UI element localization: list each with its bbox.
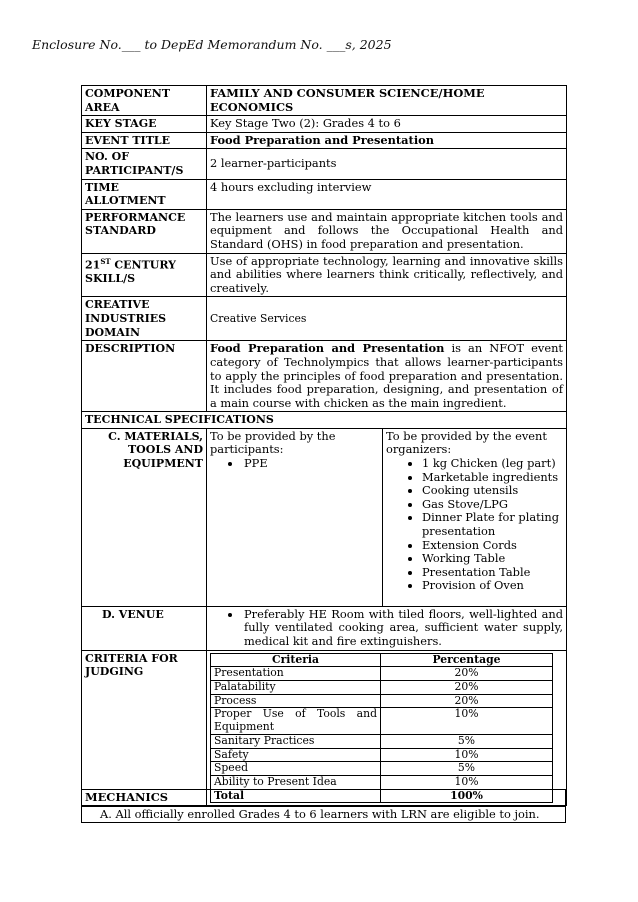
list-item: • Cooking utensils: [422, 484, 563, 498]
row-key-stage: [82, 116, 567, 133]
list-item: • Extension Cords: [422, 539, 563, 553]
component-area-label: COMPONENT AREA: [82, 86, 207, 116]
total-percentage: 100%: [381, 789, 553, 803]
mechanics-title: MECHANICS: [82, 790, 566, 807]
row-technical-specs: [82, 412, 567, 429]
criteria-header-row: [211, 653, 553, 667]
criterion-percentage: 10%: [381, 708, 553, 734]
organizers-provision-list: [386, 457, 563, 593]
criterion-percentage: 5%: [381, 734, 553, 748]
row-component-area: [82, 86, 567, 116]
criterion-percentage: 20%: [381, 681, 553, 695]
century-skills-value: Use of appropriate technology, learning and innovative skills and abilities where learners think critically, reflectively, and creatively.: [207, 253, 567, 297]
event-spec-table: [81, 85, 567, 806]
list-item: • Marketable ingredients: [422, 471, 563, 485]
row-materials: [82, 428, 567, 606]
row-creative-domain: [82, 297, 567, 341]
list-item: • Provision of Oven: [422, 579, 563, 593]
creative-domain-value: Creative Services: [207, 297, 567, 341]
criterion-name: Speed: [211, 762, 381, 776]
creative-domain-label: CREATIVE INDUSTRIES DOMAIN: [82, 297, 207, 341]
list-item: • Presentation Table: [422, 566, 563, 580]
criterion-name: Sanitary Practices: [211, 734, 381, 748]
criteria-label: CRITERIA FOR JUDGING: [82, 650, 207, 806]
table-row: [211, 681, 553, 695]
performance-standard-label: PERFORMANCE STANDARD: [82, 209, 207, 253]
row-performance-standard: [82, 209, 567, 253]
row-event-title: [82, 132, 567, 149]
percentage-column-header: Percentage: [381, 653, 553, 667]
participants-provision-heading: To be provided by the participants:: [210, 428, 336, 457]
criterion-name: Proper Use of Tools and Equipment: [211, 708, 381, 734]
list-item: • Preferably HE Room with tiled floors, well-lighted and fully ventilated cooking area, sufficient water supply, medical kit and fire extinguishers.: [242, 608, 563, 649]
organizers-provision-heading: To be provided by the event organizers:: [386, 428, 547, 457]
criterion-percentage: 5%: [381, 762, 553, 776]
criteria-table: [210, 653, 553, 804]
component-area-value: FAMILY AND CONSUMER SCIENCE/HOME ECONOMICS: [207, 86, 567, 116]
performance-standard-value: The learners use and maintain appropriate kitchen tools and equipment and follows the Occupational Health and Standard (OHS) in food preparation and presentation.: [207, 209, 567, 253]
list-item: • Gas Stove/LPG: [422, 498, 563, 512]
table-row: [211, 667, 553, 681]
criterion-name: Palatability: [211, 681, 381, 695]
materials-participants-cell: [207, 428, 383, 606]
event-title-value: Food Preparation and Presentation: [207, 132, 567, 149]
participants-value: 2 learner-participants: [207, 149, 567, 179]
table-row: [211, 694, 553, 708]
description-value: Food Preparation and Presentation is an NFOT event category of Technolympics that allows learner-participants to apply the principles of food preparation and presentation. It includes food preparation, designing, and presentation of a main course with chicken as the main ingredient.: [207, 341, 567, 412]
venue-label: D. VENUE: [82, 606, 207, 650]
criterion-percentage: 20%: [381, 694, 553, 708]
materials-organizers-cell: [383, 428, 567, 606]
row-century-skills: [82, 253, 567, 297]
criterion-percentage: 10%: [381, 748, 553, 762]
row-time-allotment: [82, 179, 567, 209]
table-row: [211, 775, 553, 789]
technical-specs-heading: TECHNICAL SPECIFICATIONS: [82, 412, 567, 429]
list-item: • Dinner Plate for plating presentation: [422, 511, 563, 538]
document-header: Enclosure No.___ to DepEd Memorandum No. ___s, 2025: [32, 37, 392, 52]
criteria-column-header: Criteria: [211, 653, 381, 667]
event-title-label: EVENT TITLE: [82, 132, 207, 149]
century-skills-label: 21ST CENTURY SKILL/S: [82, 253, 207, 297]
mechanics-table: [81, 789, 566, 823]
criterion-name: Safety: [211, 748, 381, 762]
row-criteria: [82, 650, 567, 806]
criterion-percentage: 10%: [381, 775, 553, 789]
list-item: • Working Table: [422, 552, 563, 566]
table-row: [211, 708, 553, 734]
participants-label: NO. OF PARTICIPANT/S: [82, 149, 207, 179]
time-allotment-value: 4 hours excluding interview: [207, 179, 567, 209]
criterion-name: Presentation: [211, 667, 381, 681]
venue-list: [210, 608, 563, 649]
row-venue: [82, 606, 567, 650]
table-row: [211, 762, 553, 776]
criterion-name: Process: [211, 694, 381, 708]
mechanics-item: A. All officially enrolled Grades 4 to 6 learners with LRN are eligible to join.: [82, 806, 566, 823]
row-description: [82, 341, 567, 412]
table-row: [211, 734, 553, 748]
criterion-percentage: 20%: [381, 667, 553, 681]
key-stage-value: Key Stage Two (2): Grades 4 to 6: [207, 116, 567, 133]
list-item: • 1 kg Chicken (leg part): [422, 457, 563, 471]
list-item: • PPE: [242, 457, 379, 471]
criterion-name: Ability to Present Idea: [211, 775, 381, 789]
table-row: [211, 748, 553, 762]
key-stage-label: KEY STAGE: [82, 116, 207, 133]
participants-provision-list: [210, 457, 379, 471]
total-label: Total: [211, 789, 381, 803]
venue-value: [207, 606, 567, 650]
materials-label: C. MATERIALS, TOOLS AND EQUIPMENT: [82, 428, 207, 606]
criteria-cell: [207, 650, 567, 806]
description-label: DESCRIPTION: [82, 341, 207, 412]
time-allotment-label: TIME ALLOTMENT: [82, 179, 207, 209]
row-participants: [82, 149, 567, 179]
